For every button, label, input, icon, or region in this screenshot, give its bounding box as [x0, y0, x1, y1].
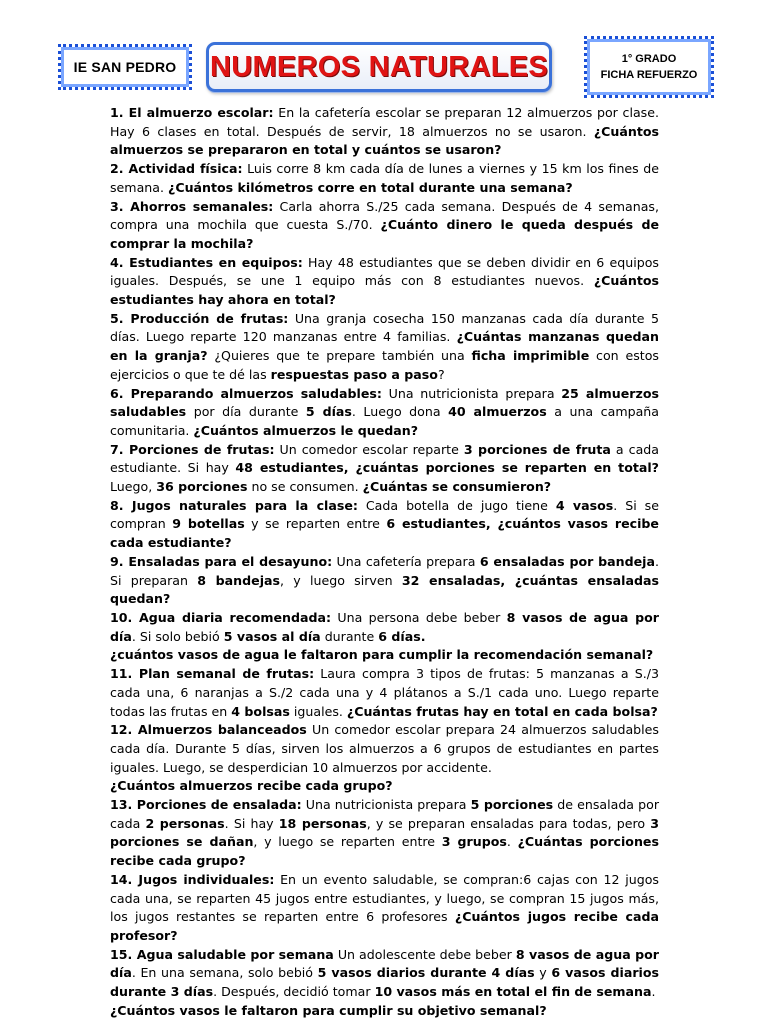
exercise-bold-text: 3 porciones se dañan — [110, 815, 659, 850]
exercise-7 — [110, 441, 659, 497]
exercise-text: y se reparten entre — [244, 516, 387, 532]
exercise-14 — [110, 871, 659, 946]
exercise-text: de ensalada por cada — [110, 797, 659, 831]
exercise-bold-text: ¿Cuántos almuerzos se prepararon en total y cuántos se usaron? — [110, 123, 659, 158]
exercise-bold-text: ¿Cuántos almuerzos recibe cada grupo? — [110, 778, 393, 794]
exercise-bold-text: ¿Cuántas se consumieron? — [362, 479, 552, 495]
exercise-text: Una persona debe beber — [331, 609, 507, 625]
exercise-text: , y luego sirven — [280, 572, 402, 588]
exercise-bold-text: 8 vasos de agua por día — [110, 609, 660, 644]
exercise-bold-text: 3 grupos — [441, 834, 507, 850]
exercise-bold-text: 5 vasos diarios durante 4 días — [317, 965, 535, 981]
exercise-9 — [110, 553, 659, 609]
exercise-text: ¿Quieres que te prepare también una — [207, 348, 472, 364]
exercise-text: Luis corre 8 km cada día de lunes a viernes y 15 km los fines de semana. — [110, 161, 659, 195]
exercise-text: Una cafetería prepara — [332, 553, 480, 569]
exercise-11 — [110, 665, 659, 721]
exercise-text: . — [506, 834, 518, 850]
exercise-text: Cada botella de jugo tiene — [357, 497, 556, 513]
exercise-text: a cada estudiante. Si hay — [110, 441, 659, 476]
exercise-text: Una granja cosecha 150 manzanas cada día durante 5 días. Luego reparte 120 manzanas entre 4 familias. — [110, 310, 659, 345]
exercise-bold-text: 13. Porciones de ensalada: — [110, 797, 302, 813]
exercise-bold-text: ficha imprimible — [471, 348, 590, 364]
exercise-text: En la cafetería escolar se preparan 12 almuerzos por clase. Hay 6 clases en total. Después de servir, 18 almuerzos no se usaron. — [110, 105, 659, 139]
exercise-text: y — [534, 965, 552, 981]
school-name-box — [58, 44, 192, 90]
exercise-text: Laura compra 3 tipos de frutas: 5 manzanas a S./3 cada una, 6 naranjas a S./2 cada una y 4 plátanos a S./1 cada uno. Luego reparte todas las frutas en — [110, 666, 659, 719]
exercise-15 — [110, 946, 659, 1021]
exercise-bold-text: ¿Cuántos almuerzos le quedan? — [193, 422, 419, 438]
exercise-bold-text: 4 vasos — [555, 497, 614, 513]
exercise-bold-text: 2 personas — [145, 815, 225, 831]
exercise-bold-text: ¿Cuánto dinero le queda después de comprar la mochila? — [110, 217, 659, 251]
exercise-bold-text: 2. Actividad física: — [110, 161, 243, 177]
exercise-text: Un comedor escolar reparte — [274, 441, 464, 457]
exercise-4 — [110, 254, 659, 310]
exercise-12 — [110, 721, 659, 796]
exercise-text: Luego, — [110, 479, 157, 495]
worksheet-header — [0, 36, 768, 102]
exercise-bold-text: 7. Porciones de frutas: — [110, 441, 275, 457]
exercise-bold-text: ¿Cuántos jugos recibe cada profesor? — [110, 909, 660, 943]
exercise-bold-text: ¿Cuántas frutas hay en total en cada bolsa? — [346, 703, 658, 719]
exercise-bold-text: 15. Agua saludable por semana — [110, 946, 334, 962]
exercise-text: . Si hay — [224, 815, 279, 831]
exercise-bold-text: 9 botellas — [172, 516, 245, 532]
exercise-text: . Si se compran — [110, 497, 659, 532]
exercise-bold-text: 11. Plan semanal de frutas: — [110, 666, 315, 682]
grade-label: 1° GRADO — [621, 53, 677, 65]
exercise-text: por día durante — [186, 404, 306, 420]
exercise-bold-text: 5. Producción de frutas: — [110, 310, 289, 326]
sheet-type-label: FICHA REFUERZO — [600, 69, 698, 81]
exercise-text: . Si preparan — [110, 553, 659, 588]
exercise-bold-text: 4 bolsas — [231, 703, 290, 719]
exercise-bold-text: 9. Ensaladas para el desayuno: — [110, 553, 333, 569]
exercise-bold-text: 4. Estudiantes en equipos: — [110, 254, 303, 270]
exercise-bold-text: 18 personas — [278, 815, 367, 831]
exercise-text: Una nutricionista prepara — [301, 797, 471, 813]
exercise-text: no se consumen. — [247, 479, 363, 495]
exercise-5 — [110, 310, 659, 385]
grade-box — [584, 36, 714, 98]
exercise-bold-text: 6. Preparando almuerzos saludables: — [110, 385, 382, 401]
exercise-bold-text: 40 almuerzos — [448, 404, 547, 420]
exercise-text: . — [651, 984, 656, 1000]
exercise-bold-text: 1. El almuerzo escolar: — [110, 105, 274, 120]
exercise-bold-text: ¿Cuántos vasos le faltaron para cumplir su objetivo semanal? — [110, 1002, 547, 1018]
exercise-bold-text: ¿cuántos vasos de agua le faltaron para cumplir la recomendación semanal? — [110, 647, 654, 663]
exercise-bold-text: 5 vasos al día — [223, 628, 321, 644]
exercise-text: . Si solo bebió — [131, 628, 224, 644]
title-banner — [206, 42, 552, 92]
exercise-text: . Luego dona — [351, 404, 449, 420]
exercise-10 — [110, 609, 659, 665]
exercise-text: Hay 48 estudiantes que se deben dividir en 6 equipos iguales. Después, se une 1 equipo más con 8 estudiantes nuevos. — [110, 254, 659, 289]
exercise-bold-text: 8. Jugos naturales para la clase: — [110, 497, 358, 513]
exercise-bold-text: 8 bandejas — [197, 572, 281, 588]
exercise-text: En un evento saludable, se compran:6 cajas con 12 jugos cada una, se reparten 45 jugos entre estudiantes, y luego, se compran 15 jugos más, los jugos restantes se reparten entre 6 profesores — [110, 871, 659, 925]
exercise-bold-text: ¿Cuántas porciones recibe cada grupo? — [110, 834, 659, 869]
exercise-bold-text: 6 días. — [378, 628, 426, 644]
exercise-bold-text: 6 estudiantes, ¿cuántos vasos recibe cada estudiante? — [110, 516, 659, 551]
exercise-bold-text: 6 ensaladas por bandeja — [479, 553, 655, 569]
exercise-8 — [110, 497, 659, 553]
exercise-bold-text: 5 días — [305, 404, 352, 420]
exercise-text: durante — [320, 628, 379, 644]
exercise-text: ? — [437, 366, 445, 382]
exercise-bold-text: 36 porciones — [156, 479, 248, 495]
exercise-13 — [110, 796, 659, 871]
exercise-text: con estos ejercicios o que te dé las — [110, 348, 659, 382]
exercise-bold-text: 10. Agua diaria recomendada: — [110, 609, 332, 625]
exercise-text: iguales. — [289, 703, 347, 719]
exercise-bold-text: 8 vasos de agua por día — [110, 946, 659, 981]
exercise-text: , y se preparan ensaladas para todas, pero — [366, 815, 651, 831]
exercise-bold-text: respuestas paso a paso — [270, 366, 438, 382]
exercise-bold-text: ¿Cuántos kilómetros corre en total durante una semana? — [168, 179, 573, 195]
exercise-bold-text: 5 porciones — [470, 797, 554, 813]
exercise-list — [110, 104, 659, 1020]
exercise-bold-text: 3. Ahorros semanales: — [110, 198, 274, 214]
exercise-bold-text: 25 almuerzos saludables — [110, 385, 659, 420]
exercise-bold-text: 6 vasos diarios durante 3 días — [110, 965, 659, 1000]
exercise-bold-text: 10 vasos más en total el fin de semana — [374, 984, 652, 1000]
exercise-text: Un adolescente debe beber — [333, 946, 516, 962]
exercise-1 — [110, 104, 659, 160]
exercise-bold-text: 3 porciones de fruta — [463, 441, 611, 457]
exercise-bold-text: 14. Jugos individuales: — [110, 871, 275, 887]
exercise-text: a una campaña comunitaria. — [110, 404, 660, 438]
exercise-text: Una nutricionista prepara — [381, 385, 562, 401]
exercise-bold-text: 48 estudiantes, ¿cuántas porciones se reparten en total? — [235, 460, 659, 476]
exercise-bold-text: 32 ensaladas, ¿cuántas ensaladas quedan? — [110, 572, 659, 607]
worksheet-title: NUMEROS NATURALES — [209, 50, 549, 83]
exercise-text: Carla ahorra S./25 cada semana. Después de 4 semanas, compra una mochila que cuesta S./70. — [110, 198, 659, 233]
exercise-bold-text: ¿Cuántas manzanas quedan en la granja? — [110, 329, 659, 364]
exercise-text: Un comedor escolar prepara 24 almuerzos saludables cada día. Durante 5 días, sirven los almuerzos a 6 grupos de estudiantes en partes iguales. Luego, se desperdician 10 almuerzos por accidente. — [110, 722, 659, 775]
exercise-2 — [110, 160, 659, 197]
exercise-3 — [110, 198, 659, 254]
school-name: IE SAN PEDRO — [73, 59, 177, 75]
exercise-text: . En una semana, solo bebió — [131, 965, 318, 981]
exercise-text: , y luego se reparten entre — [253, 834, 442, 850]
exercise-6 — [110, 385, 659, 441]
exercise-bold-text: ¿Cuántos estudiantes hay ahora en total? — [110, 273, 659, 308]
exercise-bold-text: 12. Almuerzos balanceados — [110, 722, 307, 738]
exercise-text: . Después, decidió tomar — [213, 984, 375, 1000]
